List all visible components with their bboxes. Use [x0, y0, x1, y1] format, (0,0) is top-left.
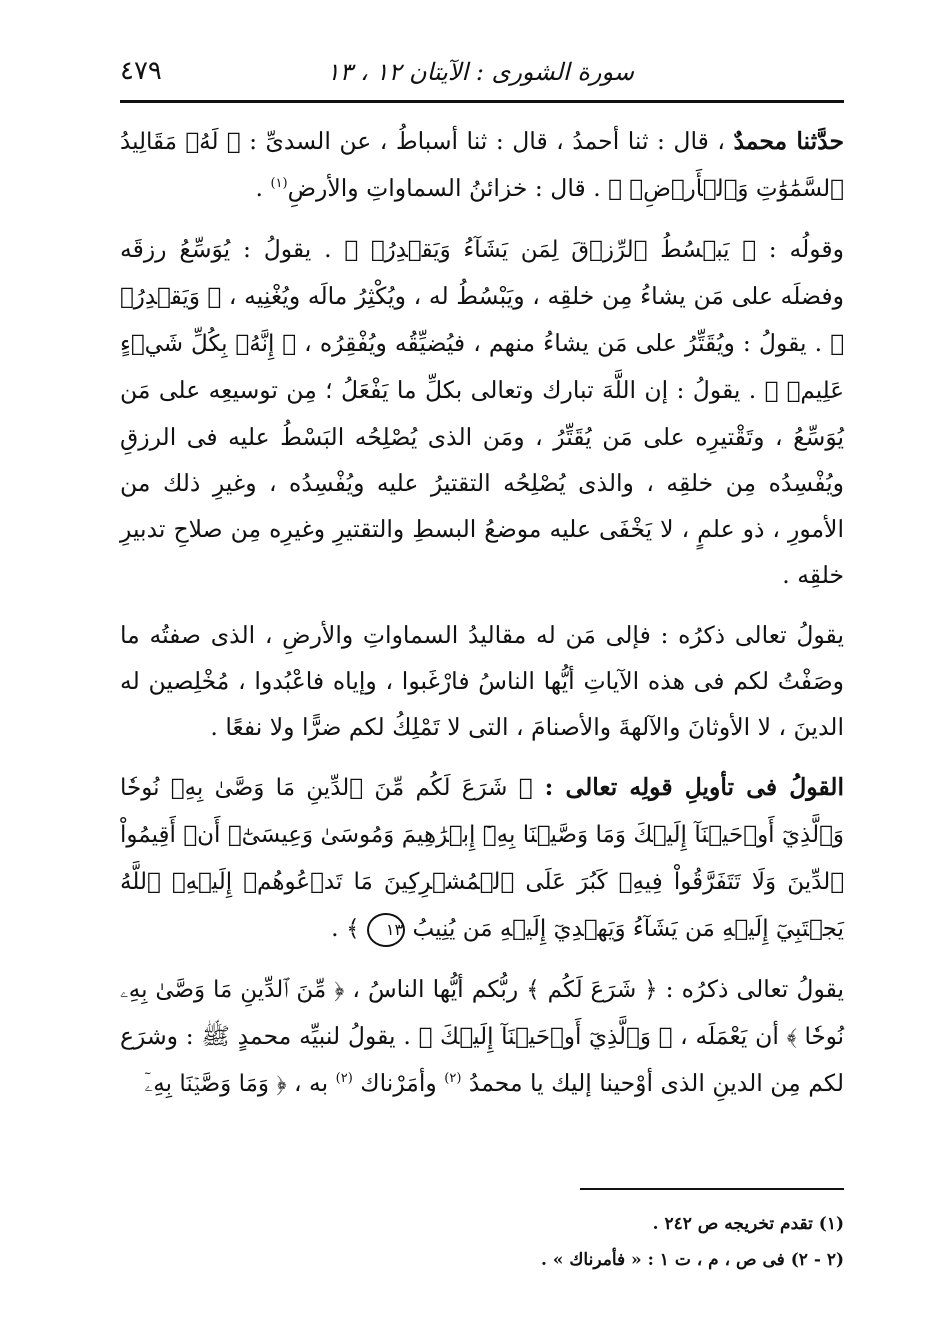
- quran-verse: ﴿ شَرَعَ لَكُم مِّنَ ٱلدِّينِ مَا وَصَّىٰ بِهِۦ نُوحٗا وَٱلَّذِيٓ أَوۡحَيۡنَآ إِلَيۡكَ وَمَا وَصَّيۡنَا بِهِۦٓ إِبۡرَٰهِيمَ وَمُوسَىٰ وَعِيسَىٰٓۖ أَنۡ أَقِيمُواْ ٱلدِّينَ وَلَا تَتَفَرَّقُواْ فِيهِۚ كَبُرَ عَلَى ٱلۡمُشۡرِكِينَ مَا تَدۡعُوهُمۡ إِلَيۡهِۚ ٱللَّهُ يَجۡتَبِيٓ إِلَيۡهِ مَن يَشَآءُ وَيَهۡدِيٓ إِلَيۡهِ مَن يُنِيبُ: [120, 775, 844, 942]
- paragraph-1: [120, 118, 844, 212]
- paragraph-5: [120, 966, 844, 1107]
- paragraph-text: به ،: [286, 1069, 336, 1097]
- body-text: [120, 118, 844, 1121]
- footnote-ref: (٢): [444, 1071, 462, 1087]
- paragraph-text: .: [255, 174, 271, 202]
- paragraph-text: يقولُ تعالى ذكرُه :: [657, 975, 845, 1003]
- paragraph-text: يقولُ تعالى ذكرُه : فإلى مَن له مقاليدُ السماواتِ والأرضِ ، الذى صفتُه ما وصَفْتُ لكم فى هذه الآياتِ أيُّها الناسُ فارْغَبوا ، وإياه فاعْبُدوا ، مُخْلِصين له الدينَ ، لا الأوثانَ والآلهةَ والأصنامَ ، التى لا تَمْلِكُ لكم ضرًّا ولا نفعًا .: [120, 621, 844, 741]
- footnotes: [120, 1206, 844, 1278]
- header-title: سورة الشورى : الآيتان ١٢ ، ١٣: [326, 58, 634, 86]
- footnote-ref: (١): [270, 176, 288, 192]
- header-rule: [120, 100, 844, 103]
- paragraph-4: [120, 764, 844, 952]
- ayah-number-mark: ١٣: [367, 913, 405, 947]
- page-number: ٤٧٩: [120, 56, 162, 86]
- paragraph-text: . يقولُ : ويُقَتِّرُ على مَن يشاءُ منهم ، فيُضيِّقُه ويُفْقِرُه ،: [296, 329, 831, 357]
- running-header: [120, 50, 844, 96]
- section-heading: القولُ فى تأويلِ قولِه تعالى :: [532, 773, 844, 801]
- paragraph-text: . قال : خزائنُ السماواتِ والأرضِ: [287, 174, 609, 202]
- quran-quote: ﴿ وَيَقۡدِرُۚ ﴾: [120, 284, 844, 357]
- quran-quote: ﴿ شَرَعَ لَكُم ﴾: [526, 977, 658, 1003]
- paragraph-text: وقولُه :: [756, 235, 844, 263]
- paragraph-text: . يقولُ لنبيِّه محمدٍ ﷺ : وشرَع لكم مِن الدينِ الذى أوْحينا إليك يا محمدُ: [120, 1022, 844, 1097]
- quran-verse-end: ﴾: [346, 916, 360, 942]
- paragraph-3: [120, 612, 844, 750]
- paragraph-text: أن يَعْمَلَه ،: [672, 1022, 787, 1050]
- footnote-2: (٢ - ٢) فى ص ، م ، ت ١ : « فأمرناك » .: [541, 1250, 844, 1270]
- paragraph-text: ربُّكم أيُّها الناسُ ،: [344, 975, 527, 1003]
- quran-quote: ﴿ يَبۡسُطُ ٱلرِّزۡقَ لِمَن يَشَآءُ وَيَقۡدِرُۚ ﴾: [344, 237, 757, 263]
- quran-quote: ﴿ مِّنَ ٱلدِّينِ مَا وَصَّىٰ بِهِۦ نُوحٗا ﴾: [120, 977, 845, 1050]
- quran-quote: ﴿ وَٱلَّذِيٓ أَوۡحَيۡنَآ إِلَيۡكَ ﴾: [418, 1024, 673, 1050]
- paragraph-text: .: [331, 914, 347, 942]
- quran-quote: ﴿ وَمَا وَصَّيۡنَا بِهِۦٓ: [144, 1071, 287, 1097]
- footnote-1: (١) تقدم تخريجه ص ٢٤٢ .: [652, 1214, 844, 1234]
- quran-quote: ﴿ لَهُۥ مَقَالِيدُ ٱلسَّمَٰوَٰتِ وَٱلۡأَرۡضِۖ ﴾: [120, 129, 844, 202]
- footnote-rule: [580, 1188, 844, 1190]
- paragraph-2: [120, 226, 844, 598]
- paragraph-text: وأمَرْناك: [352, 1069, 445, 1097]
- paragraph-lead: حدَّثنا محمدٌ: [733, 127, 844, 155]
- quran-quote: ﴿ إِنَّهُۥ بِكُلِّ شَيۡءٍ عَلِيمٞ ﴾: [120, 331, 844, 404]
- footnote-ref: (٢): [335, 1071, 353, 1087]
- paragraph-text: . يقولُ : إن اللَّهَ تبارك وتعالى بكلِّ ما يَفْعَلُ ؛ مِن توسيعِه على مَن يُوَسِّعُ ، وتَقْتيرِه على مَن يُقَتِّرُ ، ومَن الذى يُصْلِحُه البَسْطُ عليه فى الرزقِ ويُفْسِدُه مِن خلقِه ، والذى يُصْلِحُه التقتيرُ عليه ويُفْسِدُه ، وغيرِ ذلك من الأمورِ ، ذو علمٍ ، لا يَخْفَى عليه موضعُ البسطِ والتقتيرِ وغيرِه مِن صلاحِ تدبيرِ خلقِه .: [120, 376, 844, 589]
- paragraph-text: . يقولُ : يُوَسِّعُ رزقَه وفضلَه على مَن يشاءُ مِن خلقِه ، ويَبْسُطُ له ، ويُكْثِرُ مالَه ويُغْنِيه ،: [120, 235, 844, 310]
- paragraph-text: ، قال : ثنا أحمدُ ، قال : ثنا أسباطُ ، عن السدىِّ :: [240, 127, 734, 155]
